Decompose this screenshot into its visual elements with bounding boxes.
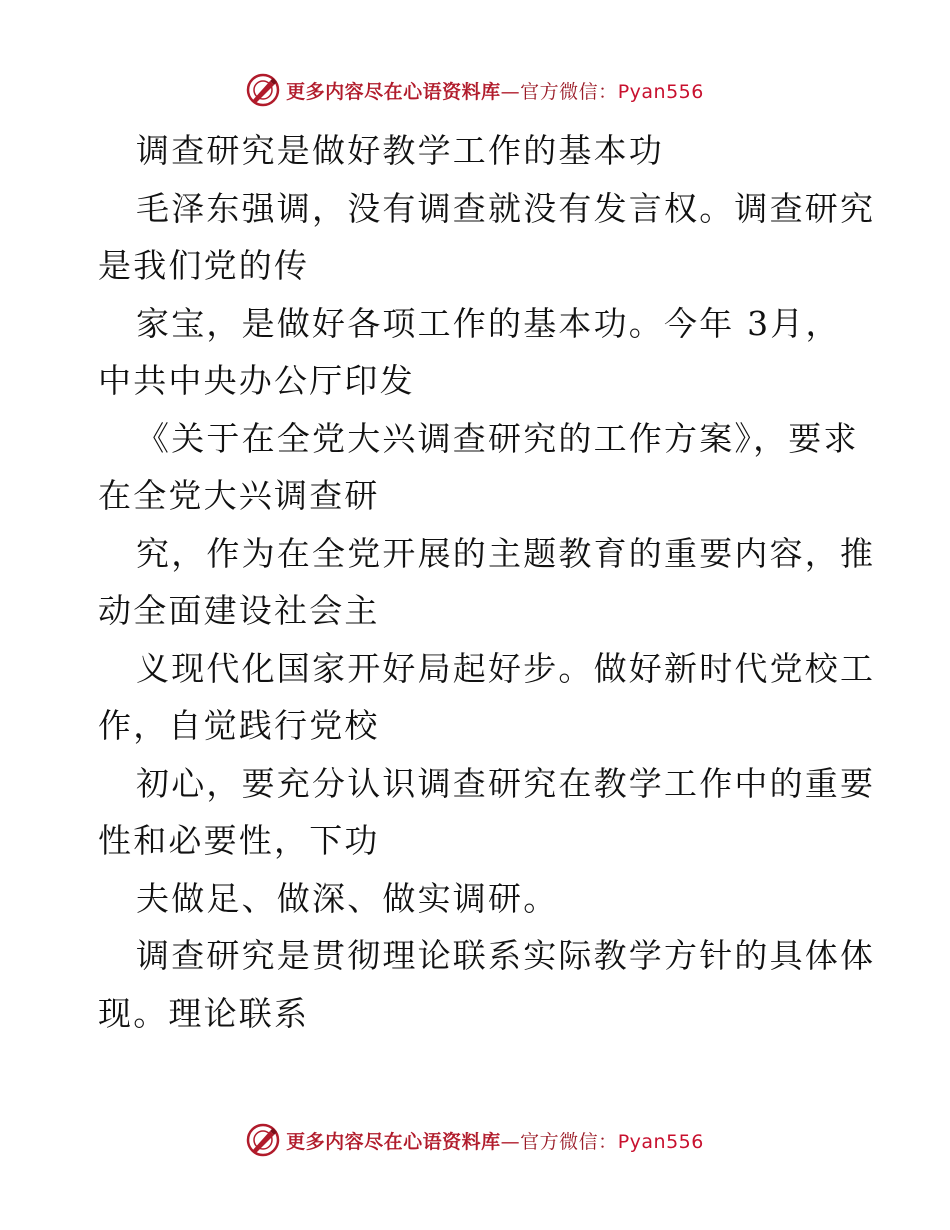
text-line: 性和必要性，下功 [98, 821, 380, 860]
text-line: 究，作为在全党开展的主题教育的重要内容，推 [136, 533, 876, 573]
text-line: 动全面建设社会主 [98, 591, 380, 630]
text-line: 《关于在全党大兴调查研究的工作方案》，要求 [136, 418, 859, 458]
banner-main-text: 更多内容尽在心语资料库 [286, 80, 501, 103]
text-line: 中共中央办公厅印发 [98, 361, 415, 400]
text-line: 毛泽东强调，没有调查就没有发言权。调查研究 [136, 188, 876, 228]
text-line: 调查研究是贯彻理论联系实际教学方针的具体体 [136, 936, 876, 975]
text-line: 在全党大兴调查研 [98, 476, 380, 515]
paragraph-line [98, 927, 876, 985]
paragraph-line [98, 640, 876, 698]
banner-text [286, 1127, 704, 1154]
banner-separator: — [500, 1130, 521, 1153]
footer-banner [0, 1120, 950, 1160]
text-line: 是我们党的传 [98, 246, 310, 285]
heading-line [98, 122, 858, 180]
banner-main-text: 更多内容尽在心语资料库 [286, 1130, 501, 1153]
paragraph-line [98, 755, 876, 813]
text-line: 作，自觉践行党校 [98, 706, 380, 745]
paragraph-line [98, 870, 858, 928]
text-line: 义现代化国家开好局起好步。做好新时代党校工 [136, 648, 876, 688]
paragraph-wrap-line [98, 352, 858, 410]
paragraph-line [98, 295, 858, 353]
paragraph-wrap-line [98, 697, 858, 755]
paragraph-wrap-line [98, 237, 858, 295]
paragraph-wrap-line [98, 582, 858, 640]
header-banner [0, 70, 950, 110]
paragraph-line [98, 525, 876, 583]
paragraph-line [98, 410, 858, 468]
pen-logo-icon [246, 73, 280, 107]
paragraph-wrap-line [98, 985, 858, 1043]
banner-wechat-id: Pyan556 [617, 80, 704, 103]
text-line: 现。理论联系 [98, 993, 310, 1033]
banner-separator: — [500, 80, 521, 103]
paragraph-wrap-line [98, 467, 858, 525]
text-line: 初心，要充分认识调查研究在教学工作中的重要 [136, 763, 876, 803]
paragraph-wrap-line [98, 812, 858, 870]
text-line: 夫做足、做深、做实调研。 [136, 878, 559, 918]
text-line: 家宝，是做好各项工作的基本功。今年 3月， [136, 303, 841, 343]
banner-wechat-label: 官方微信： [520, 80, 618, 103]
pen-logo-icon [246, 1123, 280, 1157]
document-body [98, 122, 876, 1042]
banner-text [286, 77, 704, 104]
banner-wechat-label: 官方微信： [520, 1130, 618, 1153]
banner-wechat-id: Pyan556 [617, 1130, 704, 1153]
text-line: 调查研究是做好教学工作的基本功 [136, 131, 664, 170]
paragraph-line [98, 180, 876, 238]
